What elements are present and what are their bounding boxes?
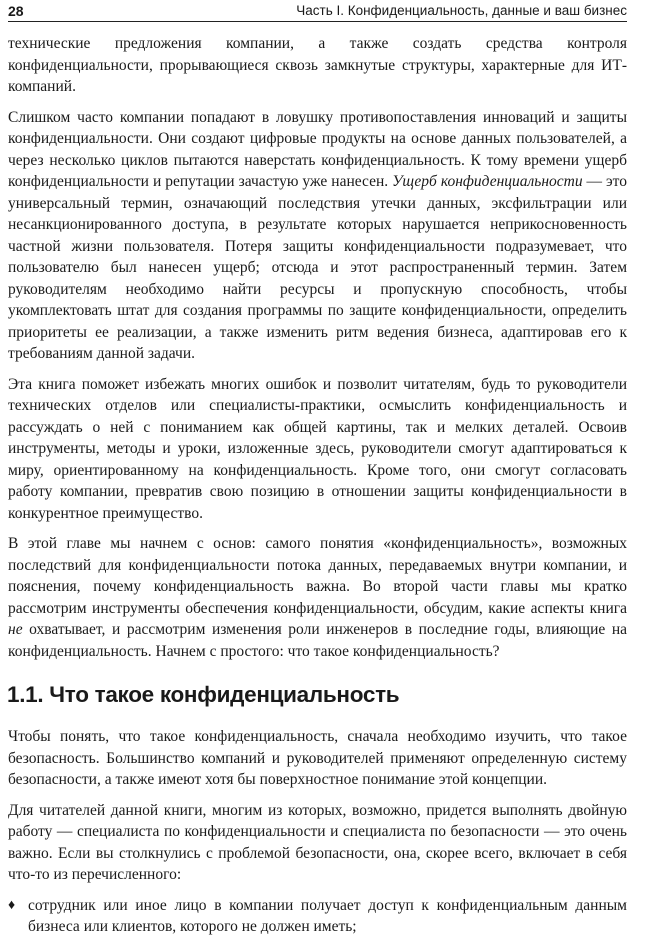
diamond-icon: ♦	[8, 897, 16, 913]
word-emphasis: не	[8, 621, 23, 638]
list-item	[8, 895, 627, 938]
page-body	[8, 33, 627, 938]
paragraph-text: — это универсальный термин, означающий последствия утечки данных, эксфильтрации или несанкционированного доступа, в результате которых нарушается неприкосновенность частной жизни пользователя. Потеря защиты конфиденциальности подразумевает, что пользователю был нанесен ущерб; отсюда и этот распространенный термин. Затем руководителям необходимо найти ресурсы и пропускную способность, чтобы укомплектовать штат для создания программы по защите конфиденциальности, определить приоритеты ее реализации, а также изменить ритм ведения бизнеса, адаптировав его к требованиям данной задачи.	[8, 173, 627, 362]
paragraph-readers: Для читателей данной книги, многим из которых, возможно, придется выполнять двойную работу — специалиста по конфиденциальности и специалиста по безопасности — это очень важно. Если вы столкнулись с проблемой безопасности, она, скорее всего, включает в себя что-то из перечисленного:	[8, 801, 627, 883]
page-number: 28	[8, 3, 24, 19]
paragraph-book-purpose: Эта книга поможет избежать многих ошибок и позволит читателям, будь то руководители технических отделов или специалисты-практики, осмыслить конфиденциальность и рассуждать о ней с пониманием как общей картины, так и мелких деталей. Освоив инструменты, методы и уроки, изложенные здесь, руководители смогут адаптироваться к миру, ориентированному на конфиденциальность. Кроме того, они смогут согласовать работу компании, превратив свою позицию в отношении защиты конфиденциальности в конкурентное преимущество.	[8, 375, 627, 522]
section-heading: 1.1. Что такое конфиденциальность	[7, 682, 400, 707]
paragraph-security-intro: Чтобы понять, что такое конфиденциальность, сначала необходимо изучить, что такое безопасность. Большинство компаний и руководителей применяют определенную систему безопасности, а также имеют хотя бы поверхностное понимание этой концепции.	[8, 728, 627, 788]
paragraph-text: Слишком часто компании попадают в ловушку противопоставления инноваций и защиты конфиденциальности. Они создают цифровые продукты на основе данных пользователей, а через несколько циклов пытаются наверстать конфиденциальность. К тому времени ущерб конфиденциальности и репутации зачастую уже нанесен.	[8, 108, 627, 190]
list-item-text: сотрудник или иное лицо в компании получает доступ к конфиденциальным данным бизнеса или клиентов, которого не должен иметь;	[28, 896, 627, 935]
paragraph-text: В этой главе мы начнем с основ: самого понятия «конфиденциальность», возможных последствий для конфиденциальности потока данных, передаваемых внутри компании, и пояснения, почему конфиденциальность важна. Во второй части главы мы кратко рассмотрим инструменты обеспечения конфиденциальности, обсудим, какие аспекты книга	[8, 535, 627, 617]
paragraph-continuation: технические предложения компании, а также создать средства контроля конфиденциальности, прорывающиеся сквозь замкнутые структуры, характерные для ИТ-компаний.	[8, 35, 627, 95]
term-emphasis: Ущерб конфиденциальности	[392, 173, 583, 190]
running-header	[8, 2, 627, 22]
paragraph-chapter-overview	[8, 533, 627, 662]
paragraph-privacy-damage	[8, 107, 627, 365]
paragraph-text: охватывает, и рассмотрим изменения роли инженеров в последние годы, влияющие на конфиденциальность. Начнем с простого: что такое конфиденциальность?	[8, 621, 627, 660]
running-title: Часть I. Конфиденциальность, данные и ваш бизнес	[296, 3, 627, 18]
bullet-list	[8, 895, 627, 938]
